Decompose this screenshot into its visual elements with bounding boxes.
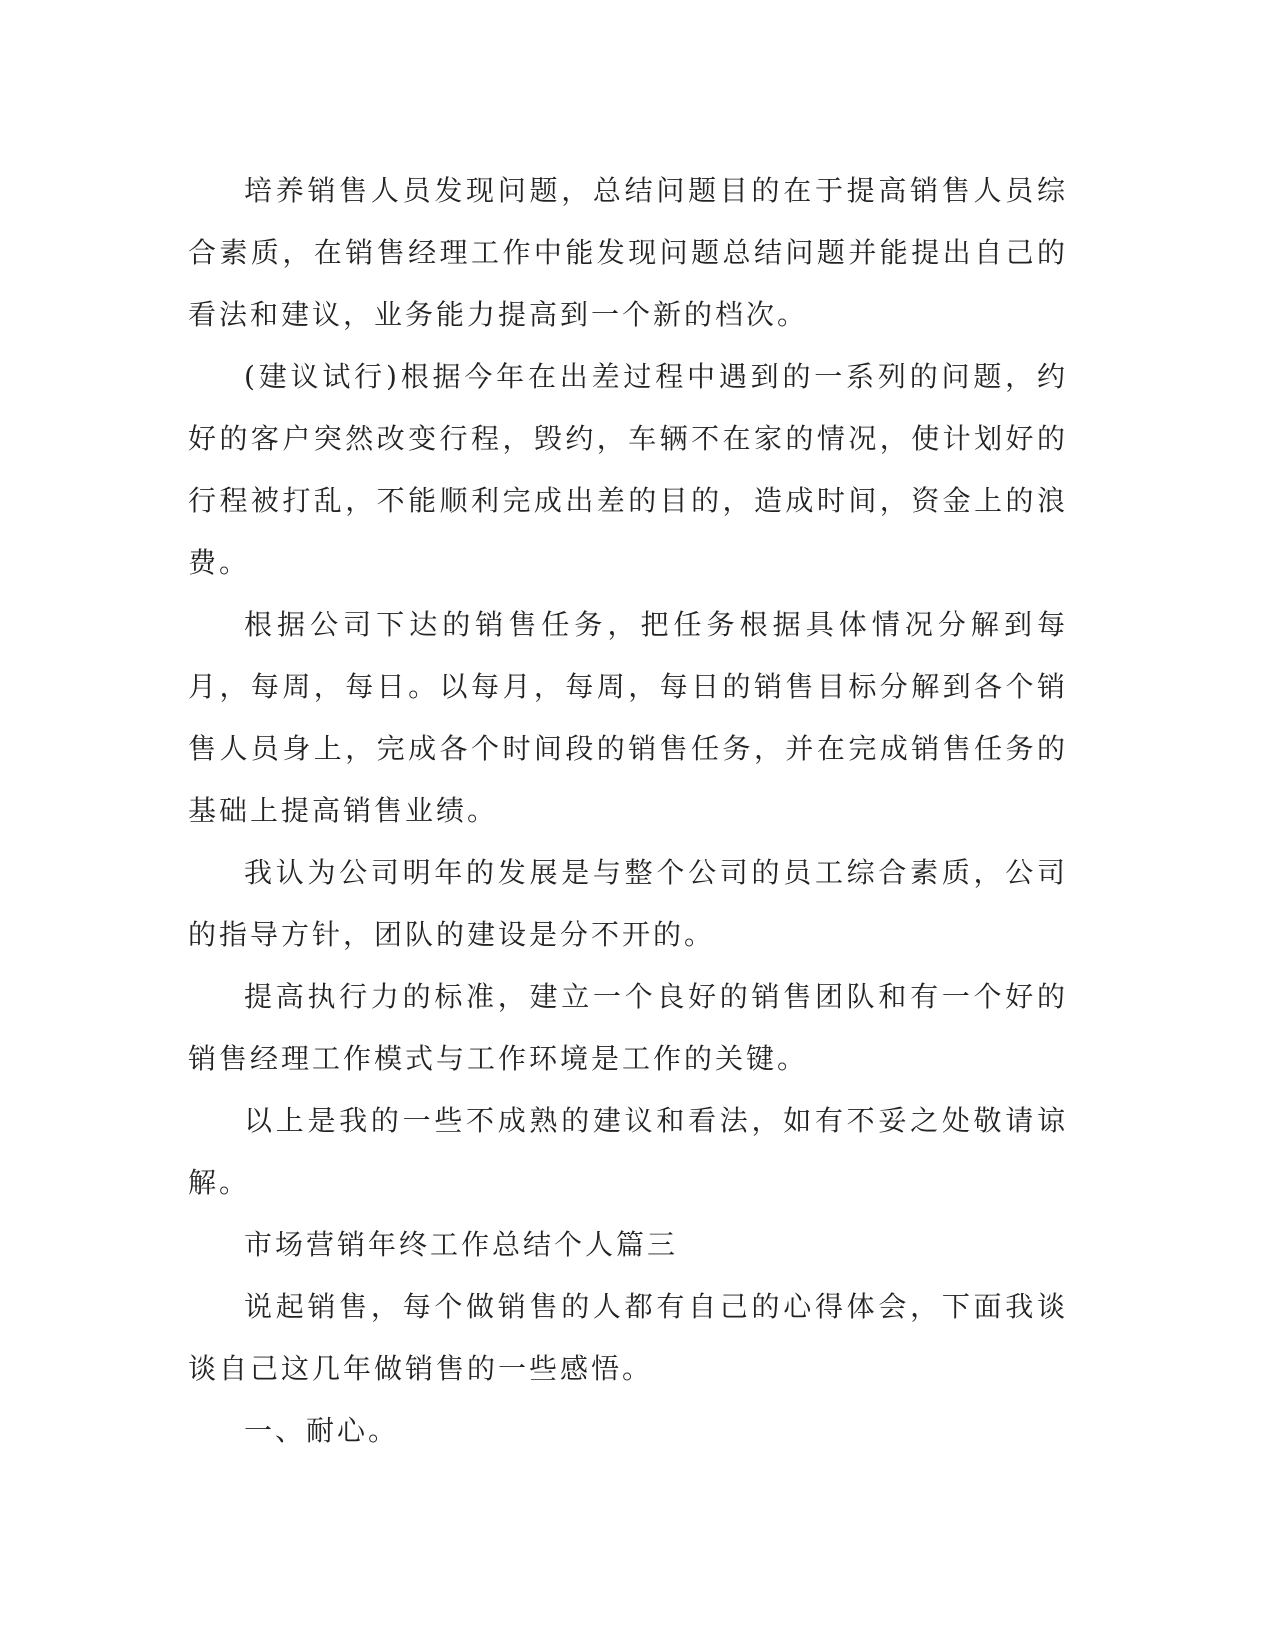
paragraph-company-development: 我认为公司明年的发展是与整个公司的员工综合素质，公司的指导方针，团队的建设是分不开的。 xyxy=(188,856,1068,951)
paragraph-closing-remark: 以上是我的一些不成熟的建议和看法，如有不妥之处敬请谅解。 xyxy=(188,1104,1068,1199)
section-heading: 市场营销年终工作总结个人篇三 xyxy=(244,1228,679,1261)
paragraph-trial-suggestion: (建议试行)根据今年在出差过程中遇到的一系列的问题，约好的客户突然改变行程，毁约，车辆不在家的情况，使计划好的行程被打乱，不能顺利完成出差的目的，造成时间，资金上的浪费。 xyxy=(188,360,1068,579)
paragraph-sales-tasks: 根据公司下达的销售任务，把任务根据具体情况分解到每月，每周，每日。以每月，每周，每日的销售目标分解到各个销售人员身上，完成各个时间段的销售任务，并在完成销售任务的基础上提高销售业绩。 xyxy=(188,608,1068,827)
paragraph-sales-insights: 说起销售，每个做销售的人都有自己的心得体会，下面我谈谈自己这几年做销售的一些感悟。 xyxy=(188,1290,1068,1385)
paragraph-training: 培养销售人员发现问题，总结问题目的在于提高销售人员综合素质，在销售经理工作中能发现问题总结问题并能提出自己的看法和建议，业务能力提高到一个新的档次。 xyxy=(188,174,1068,331)
list-item-patience: 一、耐心。 xyxy=(244,1414,400,1447)
paragraph-execution-standard: 提高执行力的标准，建立一个良好的销售团队和有一个好的销售经理工作模式与工作环境是工作的关键。 xyxy=(188,980,1068,1075)
document-body xyxy=(188,160,1068,1462)
